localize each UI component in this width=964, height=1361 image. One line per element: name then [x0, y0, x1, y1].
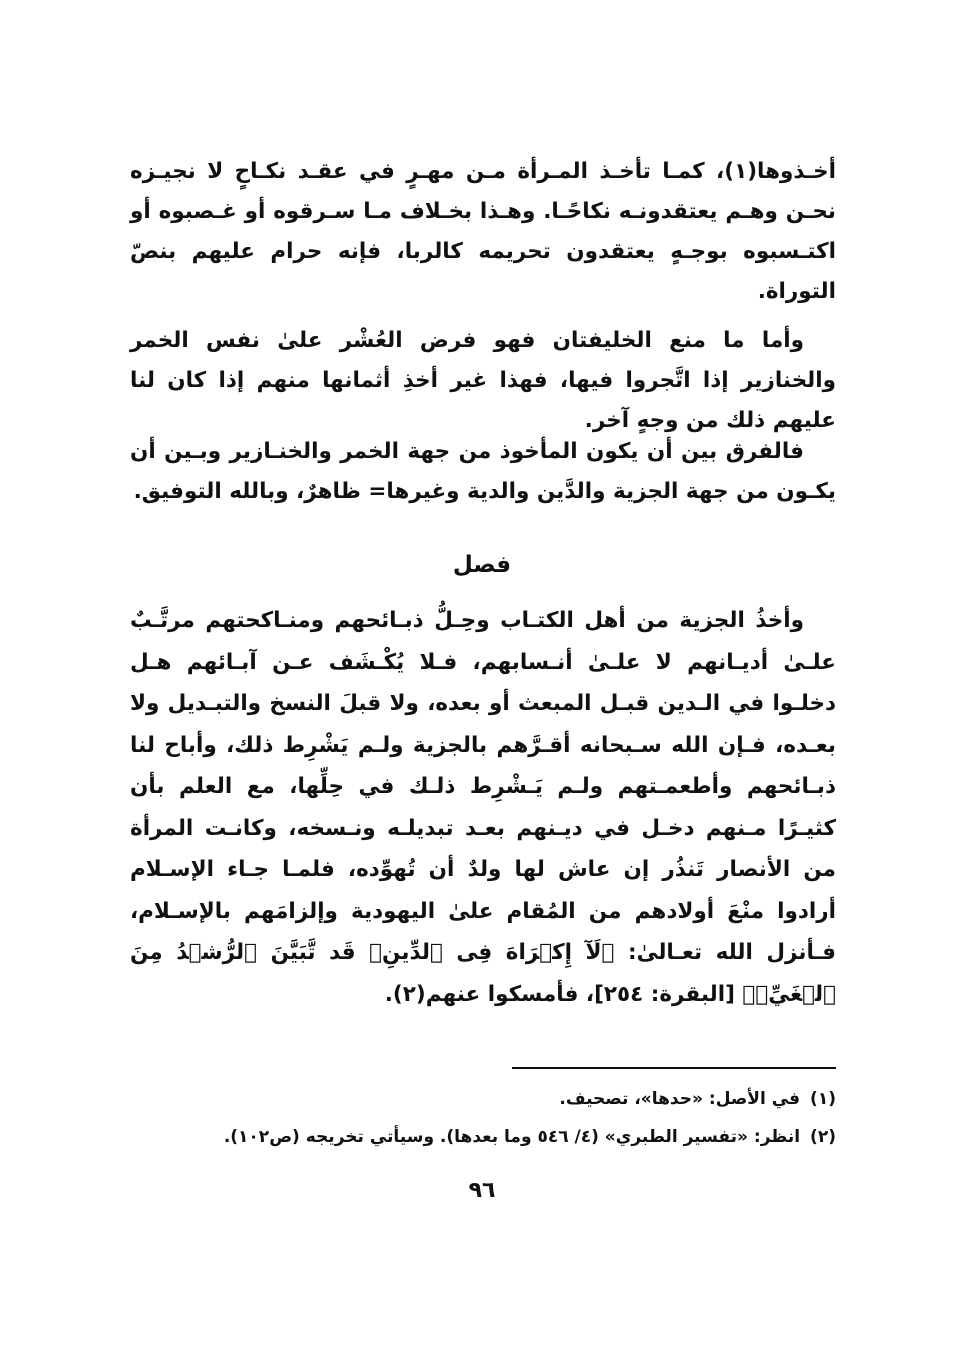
body-paragraph-4 [130, 600, 836, 1015]
footnote-1 [130, 1080, 836, 1118]
paragraph-text: فالفرق بين أن يكون المأخوذ من جهة الخمر والخنـازير وبـين أن يكـون من جهة الجزية والدَّين والدية وغيرها= ظاهرٌ، وبالله التوفيق. [130, 439, 836, 504]
footnote-2 [130, 1118, 836, 1156]
footnote-number: (١) [810, 1089, 836, 1109]
body-paragraph-3 [130, 432, 836, 512]
body-paragraph-2 [130, 321, 836, 441]
footnote-text: في الأصل: «حدها»، تصحيف. [559, 1089, 801, 1109]
paragraph-text: وأخذُ الجزية من أهل الكتـاب وحِـلُّ ذبـائحهم ومنـاكحتهم مرتَّـبٌ علـىٰ أديـانهم لا علـىٰ أنـسابهم، فـلا يُكْـشَف عـن آبـائهم هـل دخلـوا في الـدين قبـل المبعث أو بعده، ولا قبلَ النسخ والتبـديل ولا بعـده، فـإن الله سـبحانه أقـرَّهم بالجزية ولـم يَشْرِط ذلك، وأباح لنا ذبـائحهم وأطعمـتهم ولـم يَـشْرِط ذلـك في حِلِّها، مع العلم بأن كثيـرًا مـنهم دخـل في ديـنهم بعـد تبديلـه ونـسخه، وكانـت المرأة من الأنصار تَنذُر إن عاش لها ولدٌ أن تُهوِّده، فلمـا جـاء الإسـلام أرادوا منْعَ أولادهم من المُقام علىٰ اليهودية وإلزامَهم بالإسـلام، فـأنزل الله تعـالىٰ: ﴿لَآ إِكۡرَاهَ فِى ٱلدِّينِۖ قَد تَّبَيَّنَ ٱلرُّشۡدُ مِنَ ٱلۡغَيِّۚ﴾ [البقرة: ٢٥٤]، فأمسكوا عنهم(٢). [130, 608, 836, 1007]
footnote-number: (٢) [810, 1127, 836, 1147]
body-paragraph-1 [130, 152, 836, 312]
paragraph-text: وأما ما منع الخليفتان فهو فرض العُشْر علىٰ نفس الخمر والخنازير إذا اتَّجروا فيها، فهذا غير أخذِ أثمانها منهم إذا كان لنا عليهم ذلك من وجهٍ آخر. [130, 328, 836, 433]
page-number: ٩٦ [468, 1178, 496, 1203]
footnote-divider [512, 1067, 836, 1069]
footnote-text: انظر: «تفسير الطبري» (٤/ ٥٤٦ وما بعدها). وسيأتي تخريجه (ص١٠٢). [223, 1127, 801, 1147]
footnotes [130, 1080, 836, 1156]
section-heading: فصل [452, 552, 512, 578]
paragraph-text: أخـذوها(١)، كمـا تأخـذ المـرأة مـن مهـرٍ في عقـد نكـاحٍ لا نجيـزه نحـن وهـم يعتقدونـه نكاحًـا. وهـذا بخـلاف مـا سـرقوه أو غـصبوه أو اكتـسبوه بوجـهٍ يعتقدون تحريمه كالربا، فإنه حرام عليهم بنصّ التوراة. [130, 159, 836, 304]
